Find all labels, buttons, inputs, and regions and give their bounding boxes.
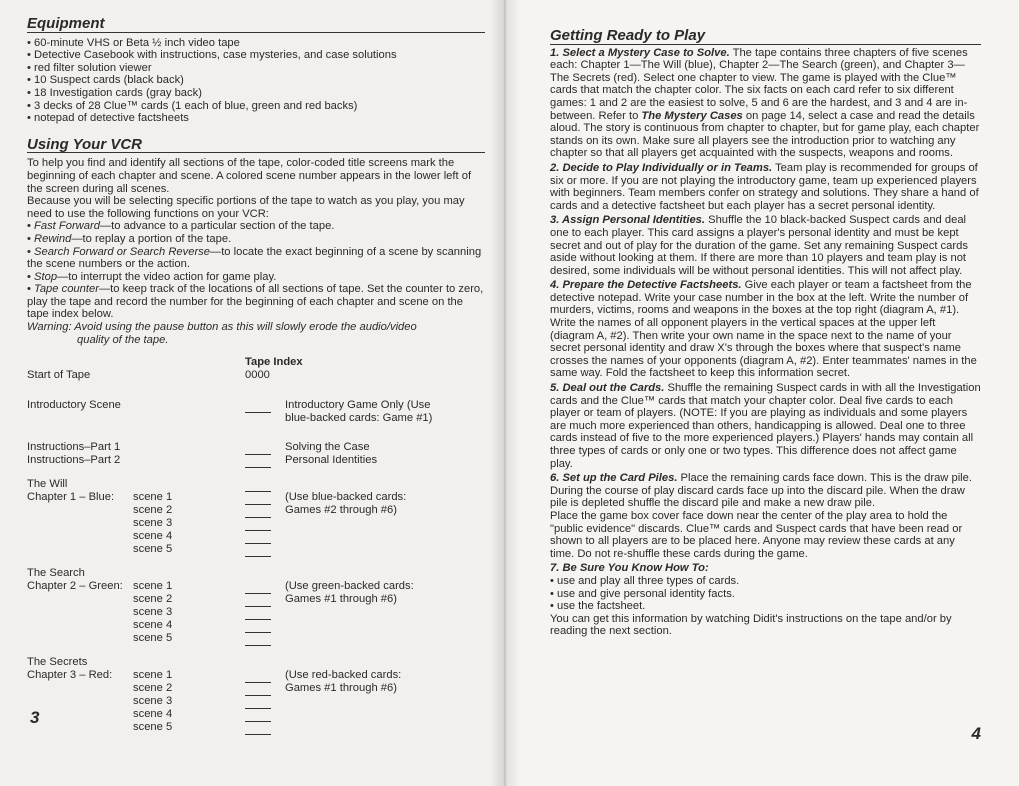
scene-label: scene 5 [133,543,173,556]
instructions-label: Instructions–Part 1 [27,441,121,454]
function-term: Search Forward or Search Reverse [34,245,210,258]
counter-blank [245,685,271,696]
scene-label: scene 5 [133,632,173,645]
counter-blank [245,596,271,607]
step-paragraph [550,47,981,160]
step-title: 2. Decide to Play Individually or in Teams. [550,161,773,174]
vcr-paragraph: Because you will be selecting specific portions of the tape to watch as you play, you may need to use the following functions on your VCR: [27,195,465,220]
counter-blank [245,635,271,646]
vcr-heading: Using Your VCR [27,139,485,154]
equipment-list [27,37,485,125]
chapter-title: The Secrets [27,656,88,669]
public-evidence-paragraph: Place the game box cover face down near the center of the play area to hold the "public evidence" discards. Clue™ cards and Suspect cards that have been read or shown to all players are to be placed here. Anyone may review these cards at any time. Do not re-shuffle these cards during the game. [550,509,963,560]
step-title: 6. Set up the Card Piles. [550,472,678,485]
function-text: —to interrupt the video action for game play. [57,270,277,283]
list-item: • 60-minute VHS or Beta ½ inch video tape [27,37,485,50]
step-text: on page 14, select a case and read the details aloud. The story is continuous from chapter to chapter, but for game play, each chapter stands on its own. Make sure all players see the introduction prior to watching any chapter so that all players get acquainted with the suspects, weapons and rooms. [550,109,980,160]
counter-blank [245,507,271,518]
scene-label: scene 3 [133,606,173,619]
scene-label: scene 2 [133,593,173,606]
warning-line: quality of the tape. [77,333,169,346]
scene-label: scene 1 [133,491,173,504]
counter-blank [245,546,271,557]
step7-list [550,575,981,613]
counter-blank [245,402,271,413]
counter-blank [245,724,271,735]
tape-index-heading: Tape Index [245,356,303,369]
instructions-label: Instructions–Part 2 [27,454,121,467]
page-number: 3 [30,708,40,727]
vcr-function: • Fast Forward—to advance to a particular section of the tape. [27,220,335,233]
chapter-note: (Use blue-backed cards: [285,491,407,504]
step-title: 1. Select a Mystery Case to Solve. [550,46,730,59]
function-term: Stop [34,270,58,283]
list-item: • use and play all three types of cards. [550,575,981,588]
scene-label: scene 4 [133,708,173,721]
vcr-function: • Search Forward or Search Reverse—to locate the exact beginning of a scene by scanning the scene numbers or the action. [27,245,482,271]
right-page [505,0,1019,786]
step-text: Shuffle the remaining Suspect cards in with all the Investigation cards and the Clue™ cards that match your chapter color. Deal five cards to each player or team of players. (NOTE: If you are playing as individuals and some players are much more experienced than others, handicapping is allowed. Deal one to three cards instead of five to the more experienced players.) Players' hands may contain all three types of cards or only one or two types. This difference does not affect game play. [550,382,981,470]
chapter-label: Chapter 3 – Red: [27,669,113,682]
vcr-function: • Stop—to interrupt the video action for game play. [27,270,277,283]
chapter-note: (Use red-backed cards: [285,669,402,682]
vcr-paragraph: To help you find and identify all sections of the tape, color-coded title screens mark the beginning of each chapter and scene. A colored scene number appears in the lower left of the screen during all scenes. [27,157,472,195]
step-text: Place the remaining cards face down. This is the draw pile. During the course of play discard cards face up into the discard pile. When the draw pile is depleted shuffle the discard pile and make a new draw pile. [550,472,972,510]
function-term: Tape counter [34,283,99,296]
function-text: —to advance to a particular section of the tape. [99,220,335,233]
getting-ready-heading: Getting Ready to Play [550,30,981,45]
step-emphasis: The Mystery Cases [641,109,743,122]
chapter-title: The Search [27,567,85,580]
start-label: Start of Tape [27,369,91,382]
vcr-section [27,135,485,347]
scene-label: scene 4 [133,530,173,543]
step-paragraph [550,214,981,277]
intro-note: Introductory Game Only (Use [285,399,431,412]
list-item: • 18 Investigation cards (gray back) [27,87,485,100]
step-text: Give each player or team a factsheet from the detective notepad. Write your case number in the box at the left. Write the number of murders, victims, rooms and weapons in the boxes at the top right (diagram A, #1). Write the names of all opponent players in the vertical spaces at the upper left (diagram A, #2). Then write your own name in the space next to the name of your secret personal identity and draw X's through the boxes where that suspect's name crosses the names of your opponents (diagram A, #2). Enter teammates' names in the same way. Fold the factsheet to keep this information secret. [550,279,977,380]
tape-index [27,356,485,734]
step-title: 7. Be Sure You Know How To: [550,562,709,575]
step-paragraph [550,162,981,212]
equipment-section [27,15,485,125]
function-text: —to replay a portion of the tape. [71,232,232,245]
counter-blank [245,672,271,683]
step-paragraph [550,279,981,380]
left-page [0,0,505,786]
scene-label: scene 1 [133,669,173,682]
vcr-function: • Tape counter—to keep track of the locations of all sections of tape. Set the counter to zero, play the tape and record the number for the beginning of each chapter and scene on the tape index below. [27,283,484,321]
instructions-note: Solving the Case [285,441,370,454]
counter-blank [245,583,271,594]
step-title: 4. Prepare the Detective Factsheets. [550,279,742,292]
equipment-heading: Equipment [27,18,485,33]
warning-line: Warning: Avoid using the pause button as this will slowly erode the audio/video [27,321,417,334]
start-value: 0000 [245,369,270,382]
chapter-note: Games #2 through #6) [285,504,397,517]
function-term: Fast Forward [34,220,100,233]
chapter-title: The Will [27,478,68,491]
intro-note: blue-backed cards: Game #1) [285,412,433,425]
list-item: • notepad of detective factsheets [27,112,485,125]
counter-blank [245,622,271,633]
step-paragraph [550,472,981,510]
counter-blank [245,698,271,709]
scene-label: scene 2 [133,504,173,517]
page-number: 4 [971,724,981,743]
scene-label: scene 1 [133,580,173,593]
counter-blank [245,444,271,455]
step-paragraph [550,562,981,575]
chapter-label: Chapter 1 – Blue: [27,491,115,504]
function-text: —to locate the exact beginning of a scene by scanning the scene numbers or the action. [27,245,482,271]
counter-blank [245,609,271,620]
chapter-note: Games #1 through #6) [285,682,397,695]
counter-blank [245,457,271,468]
function-text: —to keep track of the locations of all sections of tape. Set the counter to zero, play the tape and record the number for the beginning of each chapter and scene on the tape index below. [27,283,484,321]
counter-blank [245,481,271,492]
closing-paragraph: You can get this information by watching Didit's instructions on the tape and/or by reading the next section. [550,612,952,638]
step-title: 5. Deal out the Cards. [550,382,665,395]
list-item: • red filter solution viewer [27,62,485,75]
scene-label: scene 3 [133,695,173,708]
counter-blank [245,520,271,531]
scene-label: scene 4 [133,619,173,632]
vcr-function: • Rewind—to replay a portion of the tape. [27,232,232,245]
chapter-note: (Use green-backed cards: [285,580,414,593]
scene-label: scene 2 [133,682,173,695]
list-item: • 3 decks of 28 Clue™ cards (1 each of blue, green and red backs) [27,100,485,113]
list-item: • Detective Casebook with instructions, case mysteries, and case solutions [27,49,485,62]
step-text: Team play is recommended for groups of six or more. If you are not playing the introductory game, team up experienced players with beginners. Team members confer on strategy and solutions. They share a hand of cards and a detective factsheet but each player has a secret personal identity. [550,161,979,212]
step-title: 3. Assign Personal Identities. [550,214,706,227]
list-item: • 10 Suspect cards (black back) [27,74,485,87]
counter-blank [245,533,271,544]
warning-text [27,321,485,346]
instructions-note: Personal Identities [285,454,378,467]
counter-blank [245,711,271,722]
step-text: Shuffle the 10 black-backed Suspect cards and deal one to each player. This card assigns a player's personal identity and must be kept secret and out of play for the duration of the game. Set any remaining Suspect cards aside without looking at them. If there are more than 10 players and team play is not desired, some individuals will be without personal identities. This will not affect play. [550,214,968,277]
step-paragraph [550,382,981,470]
step-text: The tape contains three chapters of five scenes each: Chapter 1—The Will (blue), Chapter 2—The Search (green), and Chapter 3—The Secrets (red). Select one chapter to view. The game is played with the Clue™ cards that match the chapter color. The six facts on each card refer to six different games: 1 and 2 are the easiest to solve, 5 and 6 are the hardest, and 3 and 4 are in-between. Refer to [550,46,968,122]
scene-label: scene 3 [133,517,173,530]
chapter-label: Chapter 2 – Green: [27,580,123,593]
chapter-note: Games #1 through #6) [285,593,397,606]
list-item: • use the factsheet. [550,600,981,613]
function-term: Rewind [34,232,72,245]
intro-label: Introductory Scene [27,399,121,412]
list-item: • use and give personal identity facts. [550,588,981,601]
counter-blank [245,494,271,505]
scene-label: scene 5 [133,721,173,734]
